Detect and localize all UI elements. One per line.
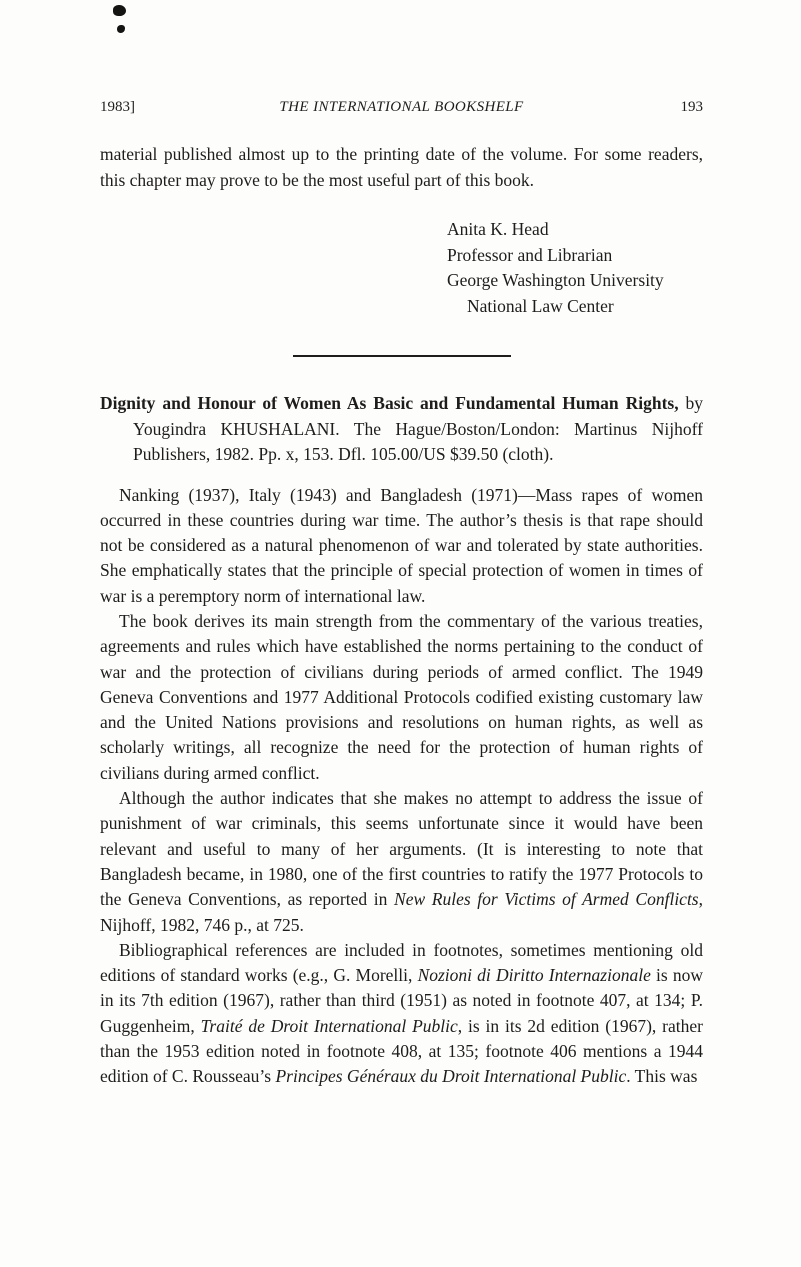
paragraph-text: is now in its 7th edition (1967), rather than third (1951) as noted in footnote 407, at 134; P. Guggenheim, (100, 965, 703, 1036)
review-paragraph (100, 609, 703, 786)
paragraph-text: Although the author indicates that she makes no attempt to address the issue of punishment of war criminals, this seems unfortunate since it would have been relevant and useful to many of her arguments. (It is interesting to note that Bangladesh became, in 1980, one of the first countries to ratify the 1977 Protocols to the Geneva Conventions, as reported in (100, 788, 703, 910)
review-paragraph (100, 483, 703, 609)
book-citation (100, 391, 703, 468)
header-year: 1983] (100, 99, 135, 115)
signature-line: Professor and Librarian (447, 244, 613, 265)
book-citation-rest: by Yougindra KHUSHALANI. The Hague/Boston/London: Martinus Nijhoff Publishers, 1982. Pp. x, 153. Dfl. 105.00/US $39.50 (cloth). (133, 393, 704, 464)
paragraph-text: Bibliographical references are included in footnotes, sometimes mentioning old editions of standard works (e.g., G. Morelli, (100, 939, 703, 986)
scan-artifact (113, 5, 126, 16)
signature-line: Anita K. Head (447, 219, 549, 239)
signature-line: George Washington University (447, 270, 664, 290)
paragraph-text: The book derives its main strength from the commentary of the various treaties, agreements and rules which have established the norms pertaining to the conduct of war and the protection of civilians during periods of armed conflict. The 1949 Geneva Conventions and 1977 Additional Protocols codified existing customary law and the United Nations provisions and resolutions on human rights, as well as scholarly writings, all recognize the need for the protection of human rights of civilians during armed conflict. (100, 610, 703, 783)
book-title-bold: Dignity and Honour of Women As Basic and Fundamental Human Rights, (100, 393, 679, 413)
review-body (100, 483, 703, 1090)
running-head (100, 98, 703, 116)
signature-line: National Law Center (467, 295, 614, 316)
signature-block (447, 217, 703, 319)
review-paragraph (100, 938, 703, 1090)
italic-work-title: Principes Généraux du Droit International Public (275, 1066, 627, 1087)
italic-work-title: New Rules for Victims of Armed Conflicts (394, 889, 699, 910)
header-page-number: 193 (680, 99, 703, 115)
paragraph-text: Nanking (1937), Italy (1943) and Bangladesh (1971)—Mass rapes of women occurred in these countries during war time. The author’s thesis is that rape should not be considered as a natural phenomenon of war and tolerated by state authorities. She emphatically states that the principle of special protection of women in times of war is a peremptory norm of international law. (100, 484, 703, 606)
paragraph-text: , is in its 2d edition (1967), rather than the 1953 edition noted in footnote 408, at 135; footnote 406 mentions a 1944 edition of C. Rousseau’s (100, 1015, 703, 1087)
paragraph-text: . This was (626, 1066, 698, 1087)
paragraph-text: , Nijhoff, 1982, 746 p., at 725. (100, 889, 703, 935)
journal-title: THE INTERNATIONAL BOOKSHELF (279, 99, 524, 115)
italic-work-title: Traité de Droit International Public (200, 1015, 458, 1036)
section-divider (293, 355, 511, 357)
italic-work-title: Nozioni di Diritto Internazionale (417, 965, 651, 986)
intro-paragraph: material published almost up to the printing date of the volume. For some readers, this chapter may prove to be the most useful part of this book. (100, 144, 703, 190)
review-paragraph (100, 786, 703, 938)
